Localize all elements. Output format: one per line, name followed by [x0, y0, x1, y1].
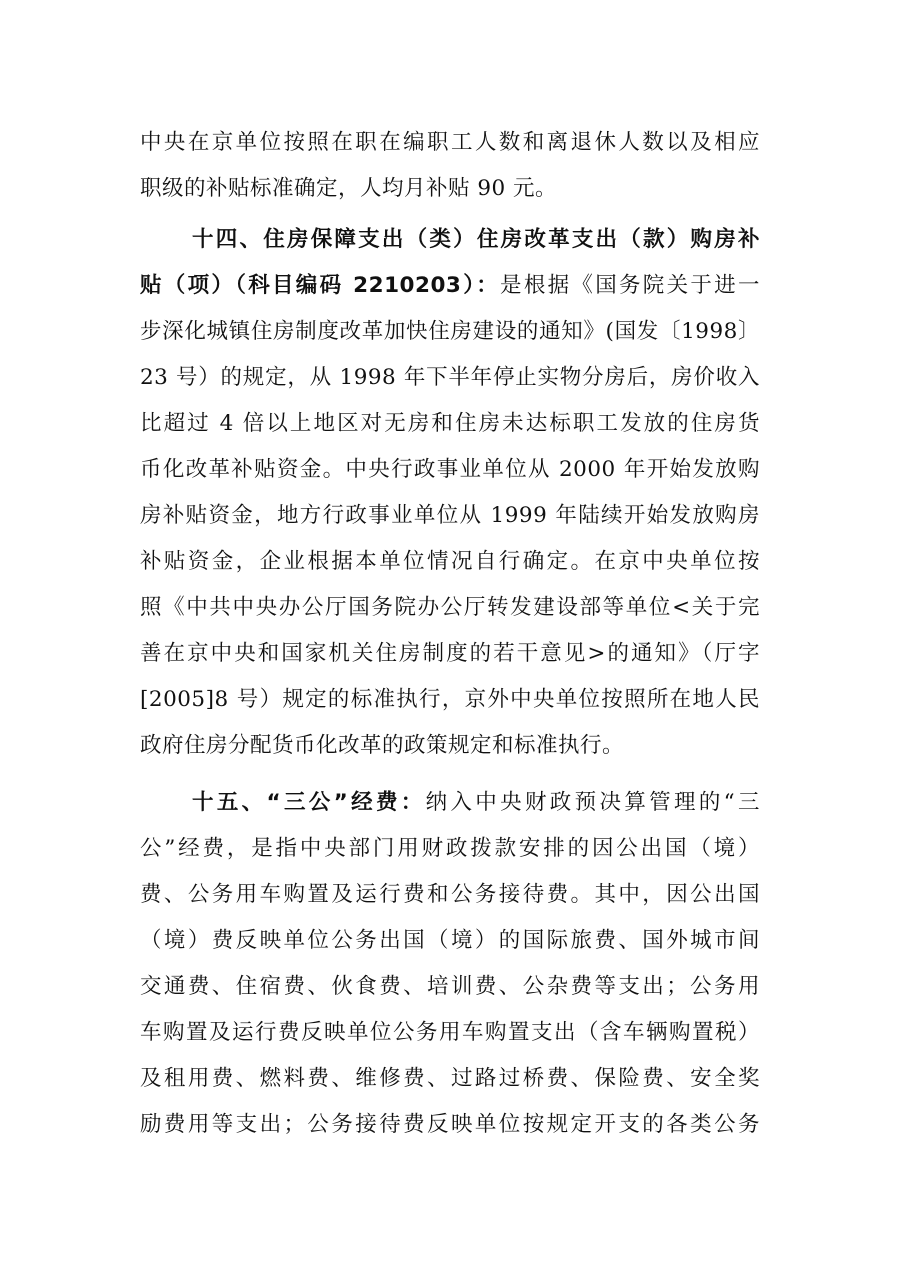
para-15-line-4: （境）费反映单位公务出国（境）的国际旅费、国外城市间: [140, 928, 760, 953]
para-14-line-3: 步深化城镇住房制度改革加快住房建设的通知》(国发〔1998〕: [140, 319, 760, 344]
para-14-line-2: [140, 263, 760, 309]
para-13-line-1: 中央在京单位按照在职在编职工人数和离退休人数以及相应: [140, 130, 760, 155]
para-14-line-9: 照《中共中央办公厅国务院办公厅转发建设部等单位<关于完: [140, 595, 760, 620]
para-14-line-11: [2005]8 号）规定的标准执行，京外中央单位按照所在地人民: [140, 687, 760, 712]
para-14-line-8: 补贴资金，企业根据本单位情况自行确定。在京中央单位按: [140, 549, 760, 574]
para-15-line-7: 及租用费、燃料费、维修费、过路过桥费、保险费、安全奖: [140, 1066, 760, 1091]
para-15-text-line-1: 纳入中央财政预决算管理的“三: [425, 790, 760, 815]
para-14-text-line-2: 是根据《国务院关于进一: [500, 273, 760, 298]
para-15-line-6: 车购置及运行费反映单位公务用车购置支出（含车辆购置税）: [140, 1020, 760, 1045]
para-15-line-8: 励费用等支出；公务接待费反映单位按规定开支的各类公务: [140, 1112, 760, 1137]
para-15-heading: 十五、“三公”经费：: [192, 790, 426, 815]
para-15-line-3: 费、公务用车购置及运行费和公务接待费。其中，因公出国: [140, 882, 760, 907]
para-14-line-6: 币化改革补贴资金。中央行政事业单位从 2000 年开始发放购: [140, 457, 760, 482]
para-14-heading-line-1: 十四、住房保障支出（类）住房改革支出（款）购房补: [192, 227, 760, 252]
para-14-heading-line-2: 贴（项）（科目编码 2210203）：: [140, 273, 501, 298]
para-14-line-12: 政府住房分配货币化改革的政策规定和标准执行。: [140, 733, 625, 758]
para-14-line-7: 房补贴资金，地方行政事业单位从 1999 年陆续开始发放购房: [140, 503, 760, 528]
para-14-line-5: 比超过 4 倍以上地区对无房和住房未达标职工发放的住房货: [140, 411, 760, 436]
para-15-line-2: 公”经费，是指中央部门用财政拨款安排的因公出国（境）: [140, 836, 760, 861]
para-14-line-4: 23 号）的规定，从 1998 年下半年停止实物分房后，房价收入: [140, 365, 760, 390]
para-15-line-5: 交通费、住宿费、伙食费、培训费、公杂费等支出；公务用: [140, 974, 760, 999]
para-15-line-1: [192, 780, 760, 826]
para-13-line-2: 职级的补贴标准确定，人均月补贴 90 元。: [140, 176, 558, 201]
para-14-line-10: 善在京中央和国家机关住房制度的若干意见>的通知》（厅字: [140, 641, 760, 666]
